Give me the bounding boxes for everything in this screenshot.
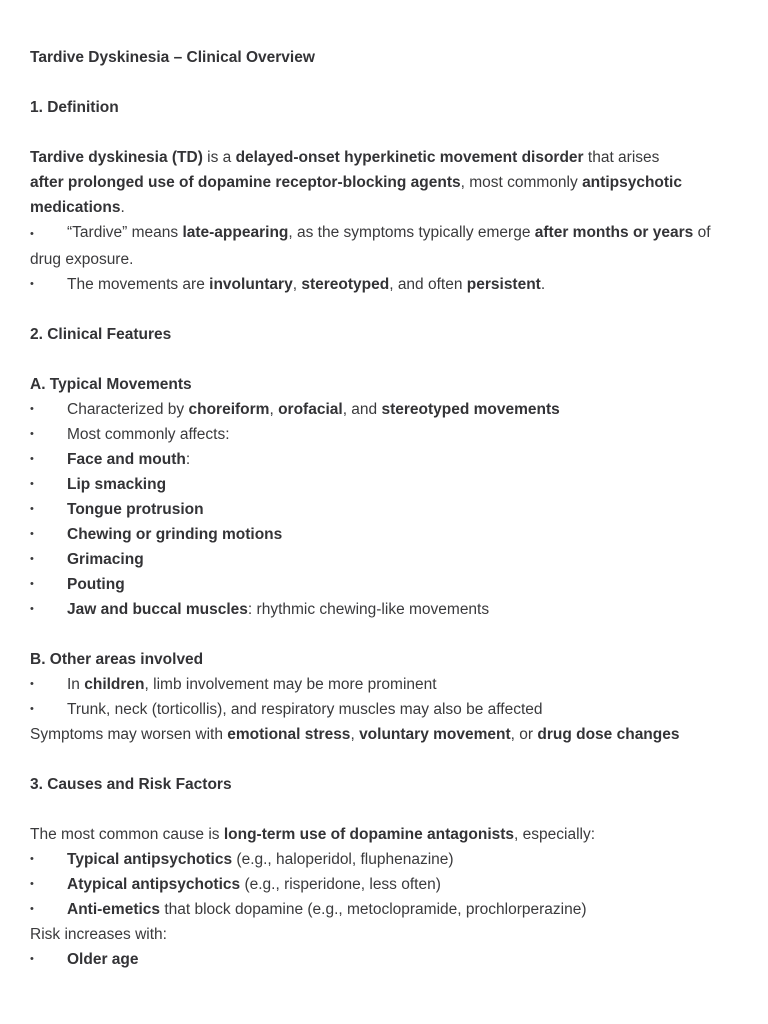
text: , limb involvement may be more prominent [144,676,437,693]
text-bold: delayed-onset hyperkinetic movement disorder [235,149,584,166]
list-item [30,947,745,972]
text: “Tardive” means [67,224,183,241]
text-bold: stereotyped movements [381,401,560,418]
spacer [30,70,745,95]
bullet-marker: • [30,528,34,540]
bullet-marker: • [30,878,34,890]
text-bold: late-appearing [182,224,289,241]
list-item [30,672,745,697]
list-item [30,547,745,572]
text: , especially: [514,826,596,843]
text-bold: Tardive dyskinesia (TD) [30,149,203,166]
worsen-paragraph [30,722,745,747]
spacer [30,797,745,822]
text: is a [202,149,236,166]
bullet-marker: • [30,228,34,240]
list-item [30,397,745,422]
list-item [30,422,745,447]
spacer [30,747,745,772]
text-bold: stereotyped [301,276,390,293]
text-bold: orofacial [278,401,343,418]
text-bold: Face and mouth [67,451,186,468]
text-bold: long-term use of dopamine antagonists [223,826,515,843]
text: that block dopamine (e.g., metoclopramide, prochlorperazine) [160,901,587,918]
list-item [30,872,745,897]
text: , and often [389,276,467,293]
bullet-marker: • [30,478,34,490]
text: , [269,401,279,418]
section-heading-definition: 1. Definition [30,99,119,116]
causes-paragraph [30,822,745,847]
text: The most common cause is [30,826,224,843]
list-item [30,847,745,872]
text-bold: children [84,676,145,693]
bullet-marker: • [30,503,34,515]
spacer [30,347,745,372]
list-item [30,497,745,522]
list-item [30,572,745,597]
bullet-marker: • [30,603,34,615]
text-bold: drug dose changes [537,726,680,743]
text-bold: antipsychotic medications [30,174,682,216]
text: , [350,726,360,743]
list-item [30,472,745,497]
text-bold: persistent [466,276,541,293]
spacer [30,297,745,322]
bullet-marker: • [30,278,34,290]
text: In [67,676,85,693]
list-item [30,272,745,297]
text-bold: choreiform [188,401,270,418]
list-item [30,522,745,547]
text: , most commonly [460,174,583,191]
text: Trunk, neck (torticollis), and respiratory muscles may also be affected [67,701,543,718]
text: Most commonly affects: [67,426,230,443]
text: (e.g., risperidone, less often) [240,876,441,893]
text-bold: Jaw and buccal muscles [67,601,248,618]
spacer [30,622,745,647]
definition-paragraph [30,145,745,220]
text-bold: involuntary [209,276,293,293]
text-bold: Pouting [67,576,125,593]
text: , and [342,401,382,418]
bullet-marker: • [30,903,34,915]
bullet-marker: • [30,553,34,565]
document [30,45,745,972]
text: : rhythmic chewing-like movements [247,601,490,618]
text: The movements are [67,276,210,293]
bullet-marker: • [30,703,34,715]
bullet-marker: • [30,578,34,590]
text: . [540,276,546,293]
bullet-marker: • [30,453,34,465]
text-bold: Tongue protrusion [67,501,204,518]
bullet-marker: • [30,953,34,965]
text-bold: after prolonged use of dopamine receptor-blocking agents [30,174,461,191]
section-heading-clinical: 2. Clinical Features [30,326,172,343]
subsection-heading-other: B. Other areas involved [30,651,204,668]
risk-intro: Risk increases with: [30,926,167,943]
text: of drug exposure. [30,224,711,268]
text-bold: Typical antipsychotics [67,851,233,868]
text-bold: Chewing or grinding motions [67,526,283,543]
text-bold: Lip smacking [67,476,167,493]
spacer [30,120,745,145]
text: Characterized by [67,401,189,418]
document-title: Tardive Dyskinesia – Clinical Overview [30,49,315,66]
list-item [30,697,745,722]
text-bold: Atypical antipsychotics [67,876,241,893]
bullet-marker: • [30,403,34,415]
text: . [120,199,125,216]
bullet-marker: • [30,678,34,690]
list-item [30,897,745,922]
text-bold: Older age [67,951,139,968]
text: that arises [583,149,660,166]
text-bold: emotional stress [227,726,351,743]
bullet-marker: • [30,428,34,440]
text-bold: Grimacing [67,551,144,568]
list-item [30,447,745,472]
subsection-heading-typical: A. Typical Movements [30,376,192,393]
text: , or [510,726,538,743]
list-item [30,220,745,272]
text: Symptoms may worsen with [30,726,228,743]
text-bold: Anti-emetics [67,901,161,918]
section-heading-causes: 3. Causes and Risk Factors [30,776,232,793]
text-bold: after months or years [534,224,694,241]
text: : [185,451,191,468]
text: , as the symptoms typically emerge [288,224,535,241]
text: , [292,276,302,293]
list-item [30,597,745,622]
text: (e.g., haloperidol, fluphenazine) [232,851,454,868]
text-bold: voluntary movement [359,726,511,743]
bullet-marker: • [30,853,34,865]
